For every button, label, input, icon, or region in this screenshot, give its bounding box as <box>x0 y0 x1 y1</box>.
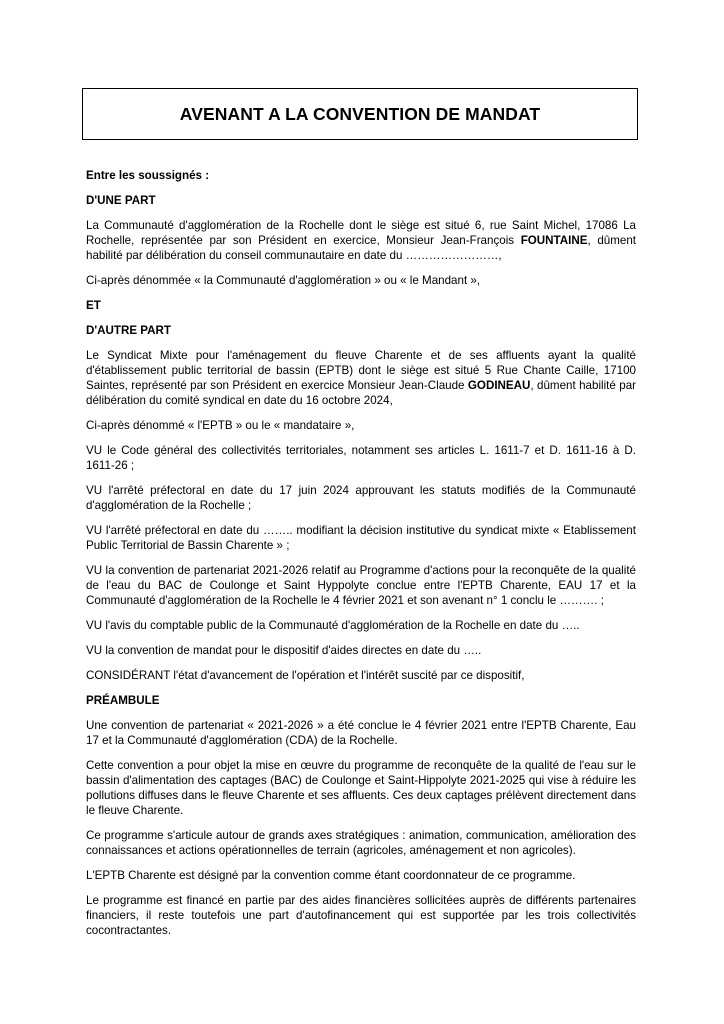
and-label: ET <box>86 299 101 312</box>
vu-item <box>86 523 636 553</box>
party-one-designation: Ci-après dénommée « la Communauté d'agglomération » ou « le Mandant », <box>86 274 481 287</box>
party-two-designation: Ci-après dénommé « l'EPTB » ou le « mandataire », <box>86 419 355 432</box>
party-two-paragraph <box>86 348 636 408</box>
document-title: AVENANT A LA CONVENTION DE MANDAT <box>179 103 541 124</box>
considerant-text: l'état d'avancement de l'opération et l'intérêt suscité par ce dispositif, <box>173 669 525 682</box>
vu-text: l'avis du comptable public de la Communauté d'agglomération de la Rochelle en date du ….. <box>105 619 580 632</box>
party-two-text-before: Le Syndicat Mixte pour l'aménagement du fleuve Charente et de ses affluents ayant la qualité d'établissement public territorial de bassin (EPTB) dont le siège est situé 5 Rue Chante Caille, 17100 Saintes, représenté par son Président en exercice Monsieur Jean-Claude <box>86 349 636 392</box>
vu-label: VU <box>86 619 103 632</box>
preamble-paragraph: Le programme est financé en partie par des aides financières sollicitées auprès de différents partenaires financiers, il reste toutefois une part d'autofinancement qui est supportée par les trois collectivités cocontractantes. <box>86 894 636 937</box>
part-one-heading: D'UNE PART <box>86 194 156 207</box>
between-label: Entre les soussignés : <box>86 169 210 182</box>
vu-item <box>86 483 636 513</box>
party-two-text-after: , dûment habilité par délibération du comité syndical en date du 16 octobre 2024, <box>86 379 636 407</box>
preamble-heading: PRÉAMBULE <box>86 694 160 707</box>
vu-text: le Code général des collectivités territoriales, notamment ses articles L. 1611-7 et D. 1611-16 à D. 1611-26 ; <box>86 444 636 472</box>
vu-item <box>86 618 636 633</box>
party-one-name: FOUNTAINE <box>520 234 588 247</box>
vu-text: la convention de mandat pour le dispositif d'aides directes en date du ….. <box>105 644 482 657</box>
vu-label: VU <box>86 444 103 457</box>
party-two-name: GODINEAU <box>467 379 531 392</box>
vu-item <box>86 443 636 473</box>
vu-label: VU <box>86 644 103 657</box>
vu-item <box>86 643 636 658</box>
considerant-paragraph <box>86 668 636 683</box>
document-body <box>86 168 636 948</box>
part-two-heading: D'AUTRE PART <box>86 324 171 337</box>
preamble-paragraph: Ce programme s'articule autour de grands axes stratégiques : animation, communication, amélioration des connaissances et actions opérationnelles de terrain (agricoles, aménagement et non agricoles). <box>86 829 636 857</box>
preamble-paragraph: L'EPTB Charente est désigné par la convention comme étant coordonnateur de ce programme. <box>86 869 576 882</box>
preamble-paragraph: Une convention de partenariat « 2021-2026 » a été conclue le 4 février 2021 entre l'EPTB Charente, Eau 17 et la Communauté d'agglomération (CDA) de la Rochelle. <box>86 719 636 747</box>
preamble-paragraph: Cette convention a pour objet la mise en œuvre du programme de reconquête de la qualité de l'eau sur le bassin d'alimentation des captages (BAC) de Coulonge et Saint-Hippolyte 2021-2025 qui vise à réduire les pollutions diffuses dans le fleuve Charente et ses affluents. Ces deux captages prélèvent directement dans le fleuve Charente. <box>86 759 636 817</box>
vu-text: l'arrêté préfectoral en date du 17 juin 2024 approuvant les statuts modifiés de la Communauté d'agglomération de la Rochelle ; <box>86 484 636 512</box>
vu-label: VU <box>86 524 103 537</box>
vu-text: la convention de partenariat 2021-2026 relatif au Programme d'actions pour la reconquête de la qualité de l'eau du BAC de Coulonge et Saint Hyppolyte conclue entre l'EPTB Charente, EAU 17 et la Communauté d'agglomération de la Rochelle le 4 février 2021 et son avenant n° 1 conclu le ………. ; <box>86 564 636 607</box>
party-one-paragraph <box>86 218 636 263</box>
vu-label: VU <box>86 564 103 577</box>
party-one-text-before: La Communauté d'agglomération de la Rochelle dont le siège est situé 6, rue Saint Michel, 17086 La Rochelle, représentée par son Président en exercice, Monsieur Jean-François <box>86 219 636 247</box>
vu-text: l'arrêté préfectoral en date du …….. modifiant la décision institutive du syndicat mixte « Etablissement Public Territorial de Bassin Charente » ; <box>86 524 636 552</box>
title-box <box>82 88 638 140</box>
party-one-text-after: , dûment habilité par délibération du conseil communautaire en date du ……………………, <box>86 234 636 262</box>
vu-item <box>86 563 636 608</box>
vu-label: VU <box>86 484 103 497</box>
considerant-label: CONSIDÉRANT <box>86 669 171 682</box>
